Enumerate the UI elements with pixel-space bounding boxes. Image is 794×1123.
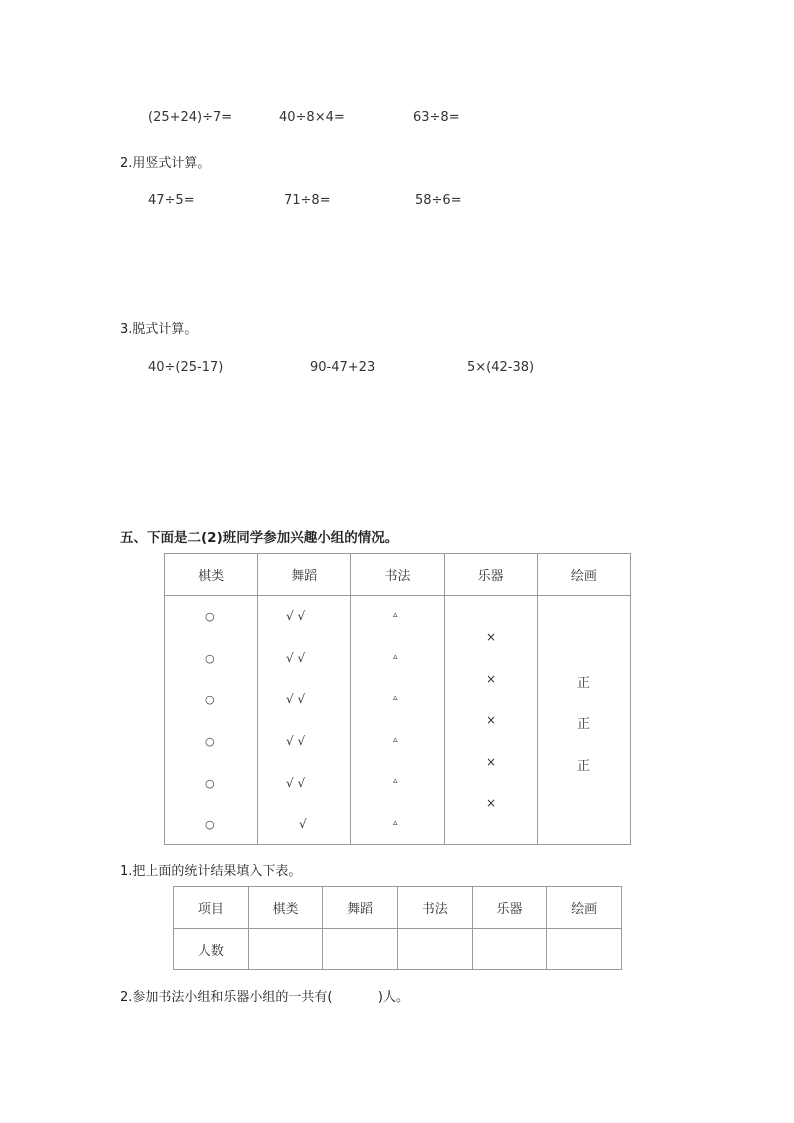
tally-cell-chess — [165, 596, 258, 845]
result-answer-cell[interactable] — [472, 929, 547, 970]
result-answer-cell[interactable] — [397, 929, 472, 970]
tally-mark-check: √ √ — [286, 776, 306, 790]
tally-mark-triangle: ▵ — [393, 610, 398, 620]
result-answer-cell[interactable] — [547, 929, 622, 970]
tally-mark-triangle: ▵ — [393, 693, 398, 703]
tally-header: 绘画 — [537, 554, 630, 596]
question-title: 2.参加书法小组和乐器小组的一共有( )人。 — [120, 990, 410, 1005]
tally-header: 书法 — [351, 554, 444, 596]
question-title: 2.用竖式计算。 — [120, 156, 211, 171]
tally-mark-check: √ √ — [286, 651, 306, 665]
tally-mark-cross: × — [486, 796, 497, 810]
question-title: 3.脱式计算。 — [120, 322, 198, 337]
result-table — [173, 886, 622, 970]
tally-mark-triangle: ▵ — [393, 776, 398, 786]
expression: 40÷8×4= — [279, 110, 345, 125]
expression: 47÷5= — [148, 193, 195, 208]
result-header: 绘画 — [547, 887, 622, 929]
tally-mark-zheng: 正 — [577, 759, 591, 774]
tally-mark-check: √ √ — [286, 609, 306, 623]
expression: 63÷8= — [413, 110, 460, 125]
result-header: 舞蹈 — [323, 887, 398, 929]
tally-mark-circle: ○ — [205, 777, 215, 790]
result-header: 项目 — [174, 887, 249, 929]
tally-mark-triangle: ▵ — [393, 652, 398, 662]
tally-mark-check: √ — [299, 817, 307, 831]
tally-mark-zheng: 正 — [577, 676, 591, 691]
result-header: 书法 — [397, 887, 472, 929]
tally-header: 棋类 — [165, 554, 258, 596]
result-answer-cell[interactable] — [248, 929, 323, 970]
tally-mark-circle: ○ — [205, 610, 215, 623]
tally-mark-triangle: ▵ — [393, 818, 398, 828]
tally-header: 乐器 — [444, 554, 537, 596]
tally-mark-triangle: ▵ — [393, 735, 398, 745]
tally-mark-circle: ○ — [205, 735, 215, 748]
expression: 40÷(25-17) — [148, 360, 224, 375]
expression: 58÷6= — [415, 193, 462, 208]
result-answer-cell[interactable] — [323, 929, 398, 970]
result-row-label: 人数 — [174, 929, 249, 970]
question-title: 1.把上面的统计结果填入下表。 — [120, 864, 302, 879]
tally-mark-cross: × — [486, 672, 497, 686]
result-header: 乐器 — [472, 887, 547, 929]
expression: (25+24)÷7= — [148, 110, 233, 125]
tally-mark-check: √ √ — [286, 734, 306, 748]
tally-mark-cross: × — [486, 755, 497, 769]
tally-mark-zheng: 正 — [577, 717, 591, 732]
expression: 90-47+23 — [310, 360, 376, 375]
expression: 71÷8= — [284, 193, 331, 208]
tally-header: 舞蹈 — [258, 554, 351, 596]
tally-mark-circle: ○ — [205, 693, 215, 706]
section-title: 五、下面是二(2)班同学参加兴趣小组的情况。 — [120, 530, 399, 546]
tally-mark-cross: × — [486, 630, 497, 644]
tally-mark-circle: ○ — [205, 652, 215, 665]
tally-mark-cross: × — [486, 713, 497, 727]
expression: 5×(42-38) — [467, 360, 535, 375]
result-header: 棋类 — [248, 887, 323, 929]
tally-mark-check: √ √ — [286, 692, 306, 706]
tally-cell-calligraphy — [351, 596, 444, 845]
tally-mark-circle: ○ — [205, 818, 215, 831]
tally-cell-dance — [258, 596, 351, 845]
